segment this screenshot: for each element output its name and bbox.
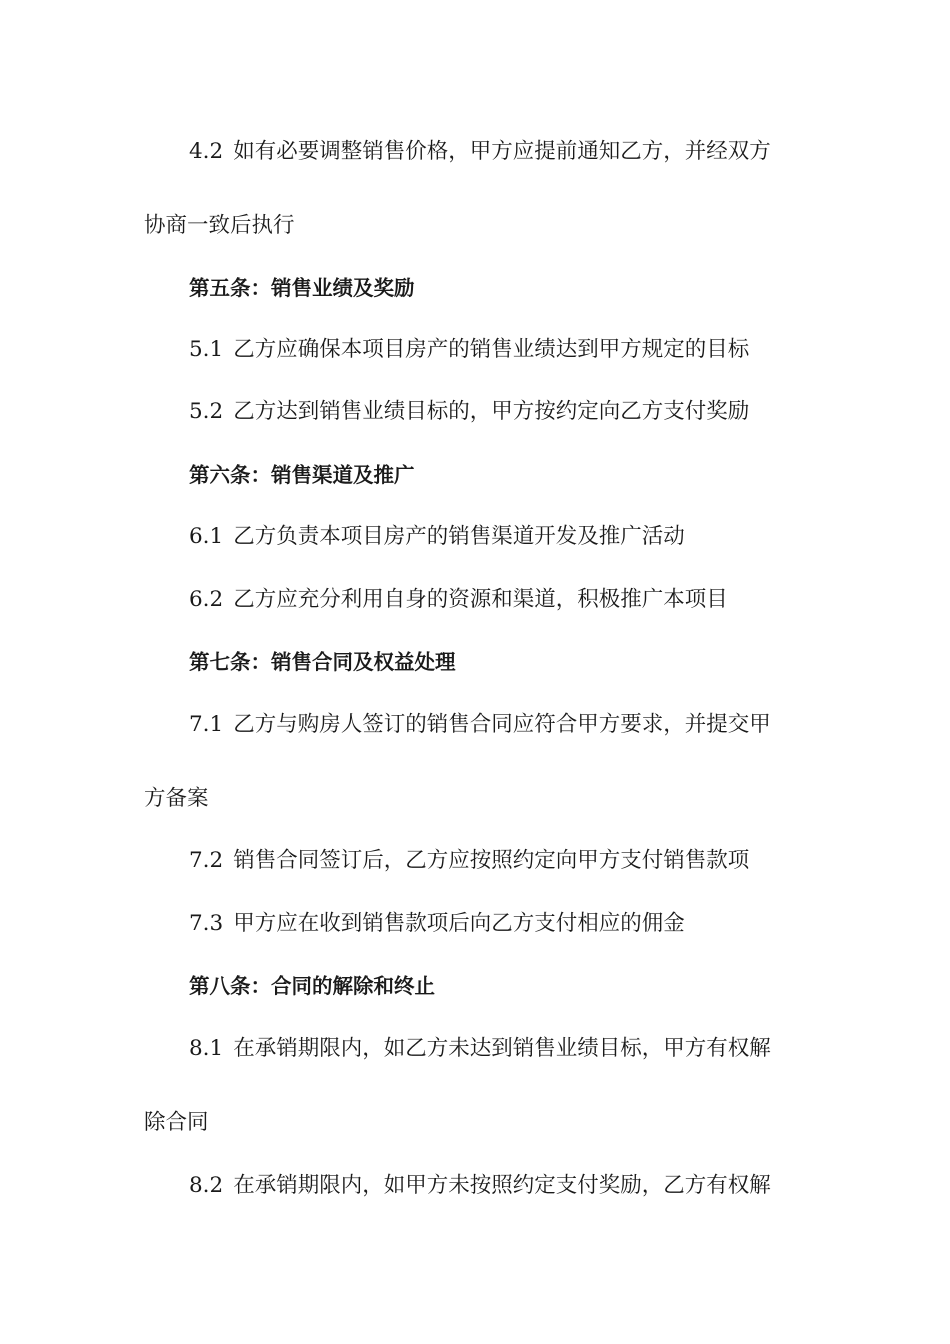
clause-number: 6.2 [189, 587, 224, 612]
clause-text: 协商一致后执行 [144, 213, 295, 238]
article-6-heading [0, 457, 950, 493]
article-7-heading [0, 644, 950, 680]
clause-number: 7.3 [189, 911, 224, 936]
clause-text: 除合同 [144, 1110, 209, 1135]
clause-number: 8.2 [189, 1173, 224, 1198]
clause-8-1-line-1 [0, 1031, 950, 1067]
clause-number: 8.1 [189, 1036, 224, 1061]
clause-7-1-line-1 [0, 707, 950, 743]
clause-7-3 [0, 906, 950, 942]
clause-text: 乙方应充分利用自身的资源和渠道，积极推广本项目 [233, 587, 728, 612]
clause-text: 在承销期限内，如甲方未按照约定支付奖励，乙方有权解 [233, 1173, 771, 1198]
clause-number: 7.1 [189, 712, 224, 737]
clause-text: 在承销期限内，如乙方未达到销售业绩目标，甲方有权解 [233, 1036, 771, 1061]
clause-text: 乙方应确保本项目房产的销售业绩达到甲方规定的目标 [233, 337, 750, 362]
clause-text: 乙方与购房人签订的销售合同应符合甲方要求，并提交甲 [233, 712, 771, 737]
clause-8-2-line-1 [0, 1168, 950, 1204]
clause-8-1-line-2 [0, 1105, 950, 1141]
clause-text: 乙方负责本项目房产的销售渠道开发及推广活动 [233, 524, 685, 549]
clause-text: 如有必要调整销售价格，甲方应提前通知乙方，并经双方 [233, 139, 771, 164]
clause-6-1 [0, 519, 950, 555]
clause-number: 6.1 [189, 524, 224, 549]
article-heading-text: 第五条：销售业绩及奖励 [189, 276, 415, 300]
clause-7-1-line-2 [0, 781, 950, 817]
clause-text: 乙方达到销售业绩目标的，甲方按约定向乙方支付奖励 [233, 399, 750, 424]
clause-5-2 [0, 394, 950, 430]
article-8-heading [0, 968, 950, 1004]
clause-6-2 [0, 582, 950, 618]
clause-5-1 [0, 332, 950, 368]
clause-text: 销售合同签订后，乙方应按照约定向甲方支付销售款项 [233, 848, 750, 873]
clause-4-2-line-2 [0, 208, 950, 244]
clause-text: 甲方应在收到销售款项后向乙方支付相应的佣金 [233, 911, 685, 936]
clause-number: 5.1 [189, 337, 224, 362]
clause-number: 7.2 [189, 848, 224, 873]
article-heading-text: 第七条：销售合同及权益处理 [189, 650, 456, 674]
article-5-heading [0, 270, 950, 306]
article-heading-text: 第八条：合同的解除和终止 [189, 974, 435, 998]
clause-4-2-line-1 [0, 134, 950, 170]
clause-text: 方备案 [144, 786, 209, 811]
article-heading-text: 第六条：销售渠道及推广 [189, 463, 415, 487]
clause-number: 5.2 [189, 399, 224, 424]
clause-7-2 [0, 843, 950, 879]
clause-number: 4.2 [189, 139, 224, 164]
